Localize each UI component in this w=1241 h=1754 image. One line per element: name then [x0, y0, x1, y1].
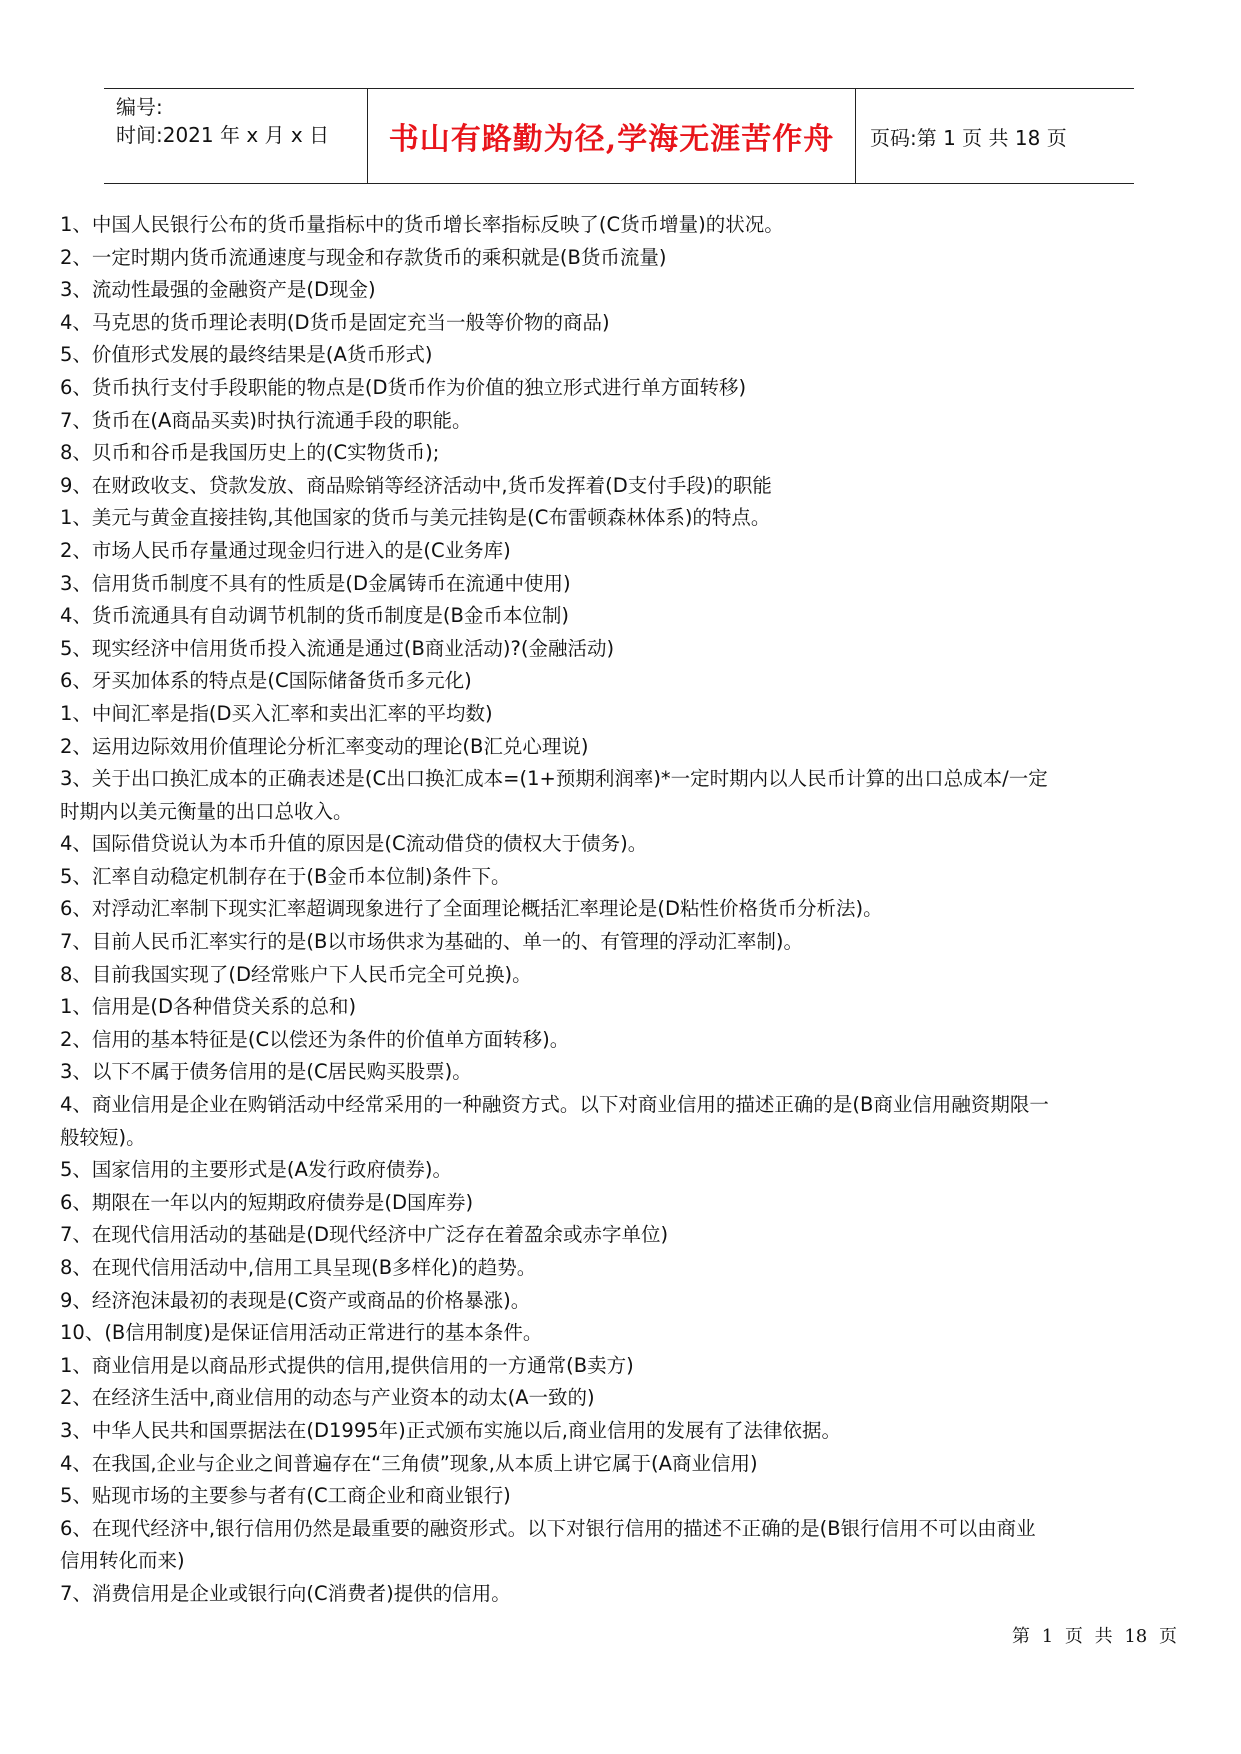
text-line: 6、对浮动汇率制下现实汇率超调现象进行了全面理论概括汇率理论是(D粘性价格货币分析法)。 [60, 897, 883, 921]
text-line: 2、一定时期内货币流通速度与现金和存款货币的乘积就是(B货币流量) [60, 245, 667, 269]
text-line: 4、货币流通具有自动调节机制的货币制度是(B金币本位制) [60, 604, 569, 628]
text-line: 3、流动性最强的金融资产是(D现金) [60, 278, 376, 302]
page-footer [1009, 1622, 1180, 1648]
text-line: 4、国际借贷说认为本币升值的原因是(C流动借贷的债权大于债务)。 [60, 832, 648, 856]
text-line: 6、在现代经济中,银行信用仍然是最重要的融资形式。以下对银行信用的描述不正确的是(B银行信用不可以由商业 [60, 1516, 1036, 1540]
footer-page-number: 1 [1041, 1626, 1054, 1647]
text-line: 1、美元与黄金直接挂钩,其他国家的货币与美元挂钩是(C布雷顿森林体系)的特点。 [60, 506, 771, 530]
document-number-label: 编号: [116, 95, 163, 119]
text-line: 7、货币在(A商品买卖)时执行流通手段的职能。 [60, 408, 472, 432]
text-line: 9、经济泡沫最初的表现是(C资产或商品的价格暴涨)。 [60, 1288, 531, 1312]
footer-ye: 页 [1064, 1626, 1083, 1647]
text-line: 5、汇率自动稳定机制存在于(B金币本位制)条件下。 [60, 864, 511, 888]
header-page-cell [856, 89, 1134, 183]
text-line: 1、信用是(D各种借贷关系的总和) [60, 995, 357, 1019]
text-line: 7、在现代信用活动的基础是(D现代经济中广泛存在着盈余或赤字单位) [60, 1223, 669, 1247]
text-line: 1、中间汇率是指(D买入汇率和卖出汇率的平均数) [60, 701, 493, 725]
document-header [104, 88, 1134, 184]
text-line: 6、期限在一年以内的短期政府债券是(D国库券) [60, 1190, 474, 1214]
header-meta [104, 89, 367, 183]
text-line: 4、在我国,企业与企业之间普遍存在“三角债”现象,从本质上讲它属于(A商业信用) [60, 1451, 758, 1475]
text-line: 时期内以美元衡量的出口总收入。 [60, 799, 353, 823]
text-line: 3、中华人民共和国票据法在(D1995年)正式颁布实施以后,商业信用的发展有了法律依据。 [60, 1418, 841, 1442]
text-line: 9、在财政收支、贷款发放、商品赊销等经济活动中,货币发挥着(D支付手段)的职能 [60, 473, 772, 497]
text-line: 5、国家信用的主要形式是(A发行政府债券)。 [60, 1158, 452, 1182]
text-line: 5、价值形式发展的最终结果是(A货币形式) [60, 343, 433, 367]
text-line: 3、信用货币制度不具有的性质是(D金属铸币在流通中使用) [60, 571, 571, 595]
text-line: 2、运用边际效用价值理论分析汇率变动的理论(B汇兑心理说) [60, 734, 589, 758]
text-line: 1、中国人民银行公布的货币量指标中的货币增长率指标反映了(C货币增量)的状况。 [60, 213, 784, 236]
text-line: 4、马克思的货币理论表明(D货币是固定充当一般等价物的商品) [60, 310, 610, 334]
text-line: 4、商业信用是企业在购销活动中经常采用的一种融资方式。以下对商业信用的描述正确的是(B商业信用融资期限一 [60, 1093, 1049, 1117]
footer-ye-2: 页 [1159, 1626, 1177, 1647]
text-line: 5、贴现市场的主要参与者有(C工商企业和商业银行) [60, 1484, 511, 1508]
text-line: 般较短)。 [60, 1125, 146, 1149]
text-line: 8、在现代信用活动中,信用工具呈现(B多样化)的趋势。 [60, 1256, 537, 1279]
text-line: 2、市场人民币存量通过现金归行进入的是(C业务库) [60, 538, 511, 562]
text-line: 6、牙买加体系的特点是(C国际储备货币多元化) [60, 669, 472, 693]
document-time-label: 时间:2021 年 x 月 x 日 [116, 123, 330, 147]
text-line: 1、商业信用是以商品形式提供的信用,提供信用的一方通常(B卖方) [60, 1353, 634, 1377]
footer-di: 第 [1011, 1626, 1030, 1647]
text-line: 8、目前我国实现了(D经常账户下人民币完全可兑换)。 [60, 962, 532, 986]
text-line: 3、以下不属于债务信用的是(C居民购买股票)。 [60, 1060, 472, 1084]
footer-total-pages: 18 [1124, 1626, 1148, 1647]
document-body [60, 209, 1185, 1611]
text-line: 3、关于出口换汇成本的正确表述是(C出口换汇成本=(1+预期利润率)*一定时期内以人民币计算的出口总成本/一定 [60, 767, 1048, 791]
text-line: 2、在经济生活中,商业信用的动态与产业资本的动太(A一致的) [60, 1386, 595, 1410]
header-page-label: 页码:第 1 页 共 18 页 [870, 125, 1067, 150]
text-line: 10、(B信用制度)是保证信用活动正常进行的基本条件。 [60, 1321, 543, 1345]
footer-gong: 共 [1094, 1626, 1113, 1647]
header-motto-cell [367, 89, 856, 183]
text-line: 8、贝币和谷币是我国历史上的(C实物货币); [60, 441, 440, 465]
text-line: 2、信用的基本特征是(C以偿还为条件的价值单方面转移)。 [60, 1027, 570, 1051]
text-line: 5、现实经济中信用货币投入流通是通过(B商业活动)?(金融活动) [60, 636, 615, 660]
header-motto: 书山有路勤为径,学海无涯苦作舟 [388, 122, 835, 157]
text-line: 信用转化而来) [60, 1549, 185, 1573]
text-line: 6、货币执行支付手段职能的物点是(D货币作为价值的独立形式进行单方面转移) [60, 375, 747, 399]
text-line: 7、目前人民币汇率实行的是(B以市场供求为基础的、单一的、有管理的浮动汇率制)。 [60, 930, 804, 954]
text-line: 7、消费信用是企业或银行向(C消费者)提供的信用。 [60, 1581, 511, 1605]
